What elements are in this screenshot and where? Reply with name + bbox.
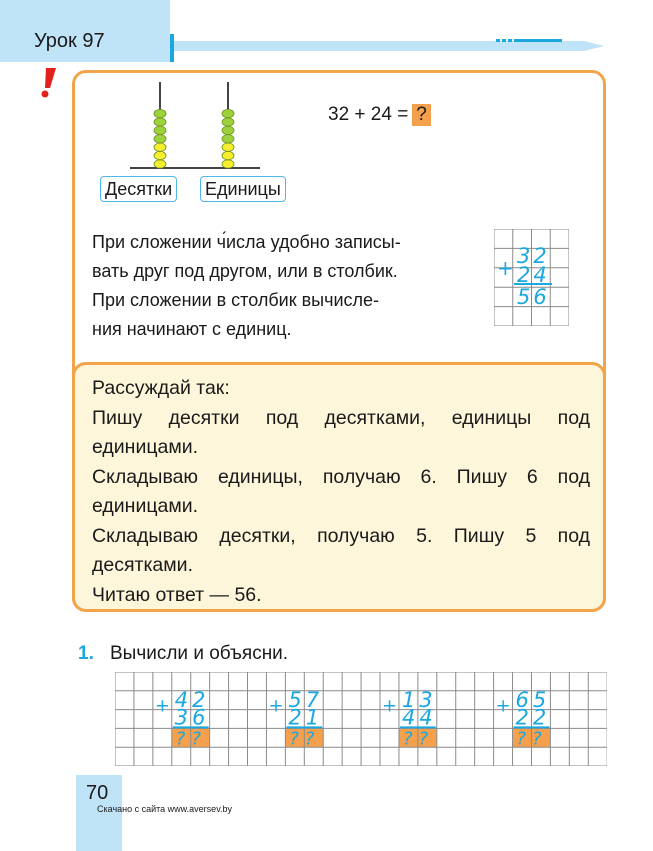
- plus-sign: +: [497, 256, 514, 280]
- abacus-bead: [222, 126, 234, 134]
- column-addition-example: [494, 229, 569, 326]
- example-equation: [328, 104, 431, 126]
- abacus-bead: [222, 151, 234, 159]
- abacus-bead: [154, 160, 166, 168]
- abacus-bead: [154, 135, 166, 143]
- plus-sign: +: [382, 695, 398, 717]
- page-number: 70: [86, 782, 109, 804]
- reasoning-line: Читаю ответ — 56.: [92, 583, 262, 606]
- task-number: 1.: [78, 643, 94, 664]
- rule-line: При сложении в столбик вычисле-: [92, 290, 380, 310]
- reasoning-line: Рассуждай так:: [92, 377, 230, 399]
- rule-line: вать друг под другом, или в столбик.: [92, 261, 398, 281]
- ones-label: Единицы: [200, 176, 286, 202]
- reasoning-line: Пишу десятки под десятками, единицы под единицами.: [92, 406, 590, 458]
- question-mark-box: ?: [412, 104, 431, 126]
- abacus-bead: [222, 135, 234, 143]
- header-arrow-band: [174, 39, 604, 53]
- addend-top: 57: [288, 687, 324, 712]
- abacus-bead: [154, 109, 166, 117]
- abacus-bead: [222, 143, 234, 151]
- plus-sign: +: [495, 695, 511, 717]
- reasoning-line: Складываю единицы, получаю 6. Пишу 6 под единицами.: [92, 465, 590, 517]
- addend-bottom: 22: [515, 705, 551, 730]
- addend-bottom: 24: [517, 263, 550, 287]
- sum-result: 56: [517, 285, 550, 309]
- abacus-bead: [222, 160, 234, 168]
- tens-label: Десятки: [100, 176, 177, 202]
- abacus-bead: [222, 118, 234, 126]
- answer-placeholder: ??: [516, 728, 548, 750]
- reasoning-text: [92, 374, 590, 610]
- addend-top: 32: [517, 244, 550, 268]
- rule-line: ния начинают с единиц.: [92, 319, 292, 339]
- task-instruction: Вычисли и объясни.: [110, 643, 289, 664]
- lesson-title: Урок 97: [34, 30, 105, 52]
- addend-top: 42: [174, 687, 210, 712]
- rule-line: При сложении ч́исла удобно записы-: [92, 232, 401, 252]
- answer-placeholder: ??: [175, 728, 207, 750]
- reasoning-line: Складываю десятки, получаю 5. Пишу 5 под десятками.: [92, 524, 590, 576]
- plus-sign: +: [268, 695, 284, 717]
- addend-bottom: 21: [288, 705, 324, 730]
- equation-text: 32 + 24 =: [328, 104, 409, 125]
- answer-placeholder: ??: [402, 728, 435, 750]
- task-grid: [115, 672, 607, 766]
- abacus-bead: [154, 151, 166, 159]
- addend-bottom: 36: [174, 705, 210, 730]
- rule-text: [92, 228, 472, 344]
- abacus-bead: [154, 143, 166, 151]
- abacus-illustration: [130, 80, 260, 172]
- addend-top: 13: [401, 687, 437, 712]
- answer-placeholder: ??: [289, 728, 321, 750]
- exclamation-icon: [36, 66, 62, 100]
- abacus-bead: [154, 118, 166, 126]
- source-note: Скачано с сайта www.aversev.by: [97, 804, 233, 814]
- addend-bottom: 44: [401, 705, 437, 730]
- plus-sign: +: [154, 695, 170, 717]
- abacus-bead: [154, 126, 166, 134]
- abacus-bead: [222, 109, 234, 117]
- addend-top: 65: [515, 687, 551, 712]
